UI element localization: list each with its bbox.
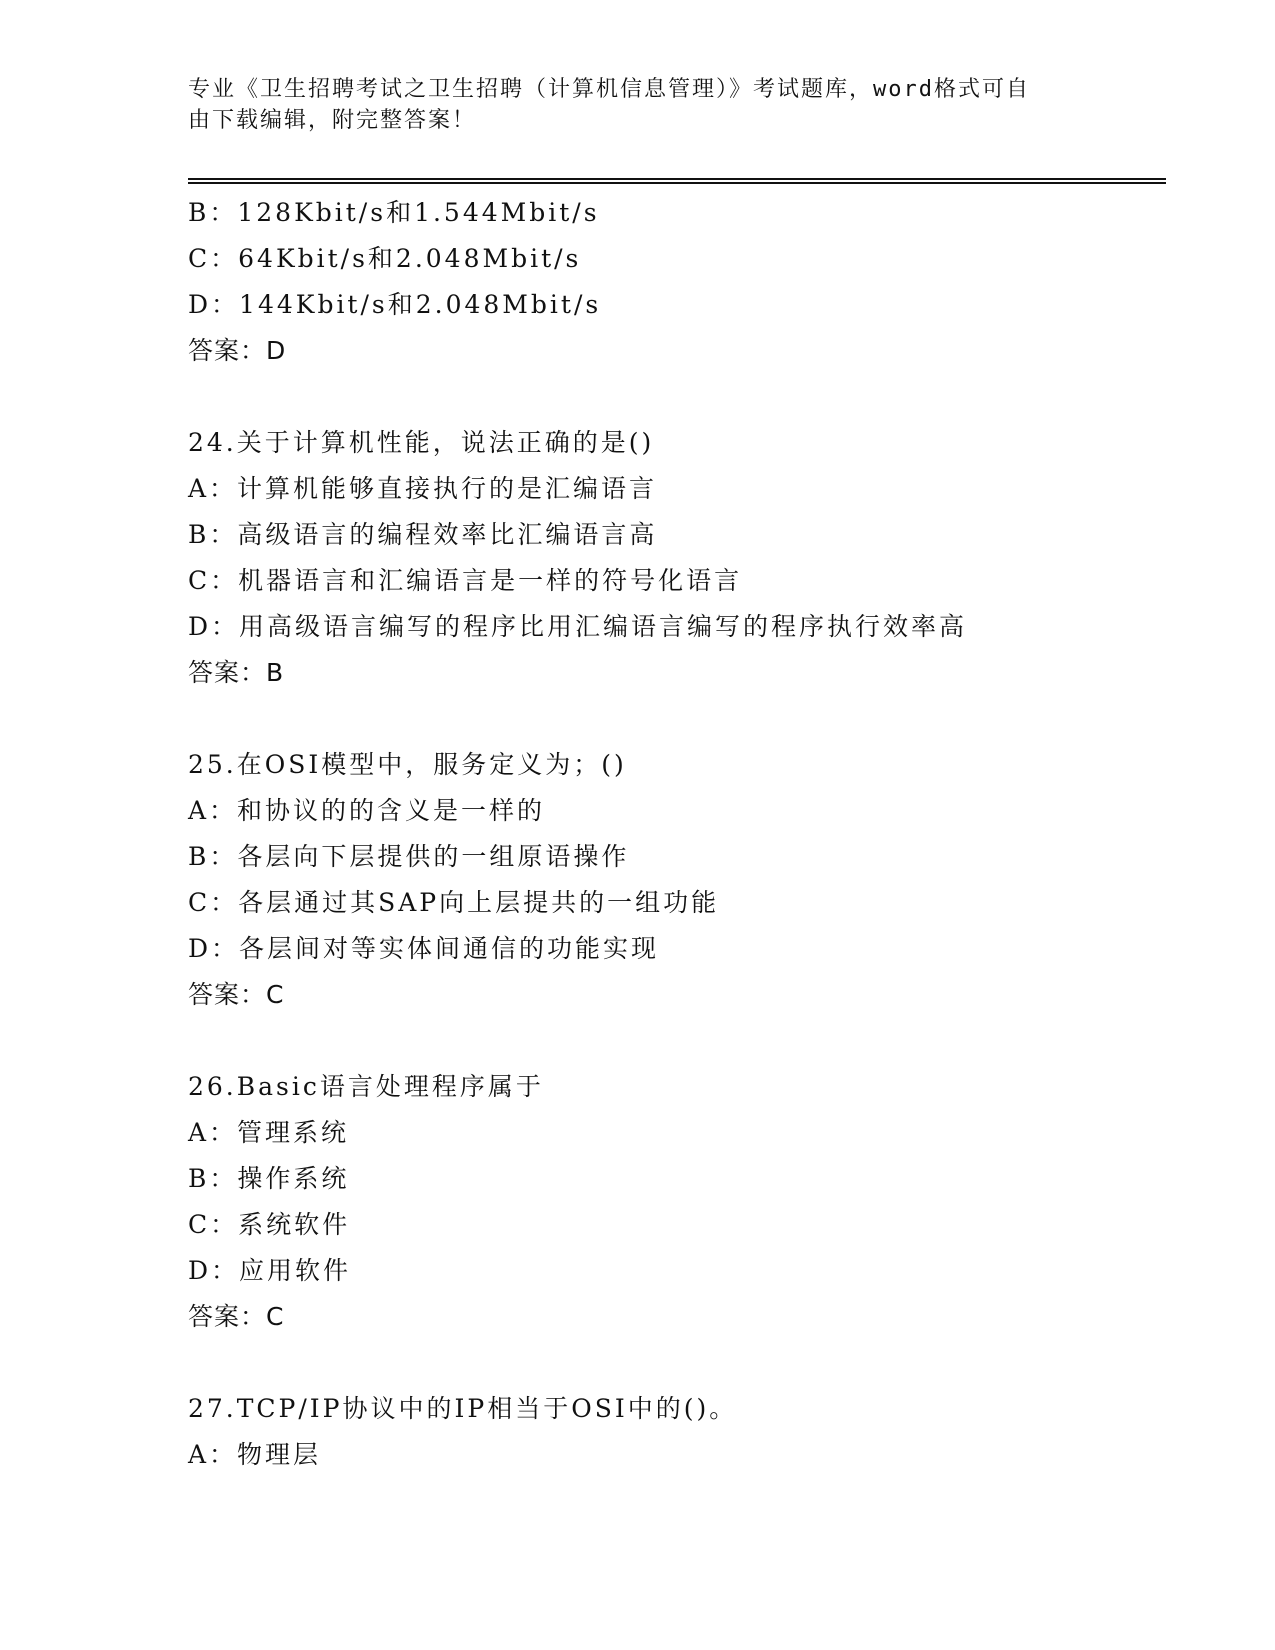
option-d: D：用高级语言编写的程序比用汇编语言编写的程序执行效率高	[188, 612, 968, 641]
option-b: B：操作系统	[188, 1164, 350, 1193]
option-d: D：144Kbit/s和2.048Mbit/s	[188, 290, 602, 319]
question-stem: 25.在OSI模型中，服务定义为；()	[188, 750, 627, 779]
spacer	[188, 696, 1168, 742]
option-a: A：和协议的的含义是一样的	[188, 796, 546, 825]
answer-line: 答案：D	[188, 336, 287, 365]
option-d: D：应用软件	[188, 1256, 352, 1285]
answer-line: 答案：B	[188, 658, 285, 687]
question-stem: 26.Basic语言处理程序属于	[188, 1072, 544, 1101]
answer-line: 答案：C	[188, 980, 285, 1009]
option-c: C：64Kbit/s和2.048Mbit/s	[188, 244, 582, 273]
option-b: B：128Kbit/s和1.544Mbit/s	[188, 198, 600, 227]
option-b: B：各层向下层提供的一组原语操作	[188, 842, 630, 871]
question-26	[188, 1064, 1168, 1340]
spacer	[188, 1018, 1168, 1064]
header-line-2: 由下载编辑，附完整答案！	[188, 108, 477, 133]
question-list	[188, 190, 1168, 1478]
option-a: A：物理层	[188, 1440, 322, 1469]
question-25	[188, 742, 1168, 1018]
question-24	[188, 420, 1168, 696]
option-b: B：高级语言的编程效率比汇编语言高	[188, 520, 658, 549]
option-c: C：机器语言和汇编语言是一样的符号化语言	[188, 566, 743, 595]
option-d: D：各层间对等实体间通信的功能实现	[188, 934, 660, 963]
spacer	[188, 374, 1168, 420]
option-a: A：管理系统	[188, 1118, 350, 1147]
header-line-1: 专业《卫生招聘考试之卫生招聘（计算机信息管理）》考试题库，word格式可自	[188, 77, 1030, 102]
spacer	[188, 1340, 1168, 1386]
option-a: A：计算机能够直接执行的是汇编语言	[188, 474, 658, 503]
question-27	[188, 1386, 1168, 1478]
question-stem: 27.TCP/IP协议中的IP相当于OSI中的()。	[188, 1394, 738, 1423]
option-c: C：各层通过其SAP向上层提共的一组功能	[188, 888, 720, 917]
option-c: C：系统软件	[188, 1210, 351, 1239]
document-header	[188, 74, 1068, 136]
question-stem: 24.关于计算机性能，说法正确的是()	[188, 428, 655, 457]
header-divider	[188, 178, 1166, 184]
answer-line: 答案：C	[188, 1302, 285, 1331]
question-23-continued	[188, 190, 1168, 374]
